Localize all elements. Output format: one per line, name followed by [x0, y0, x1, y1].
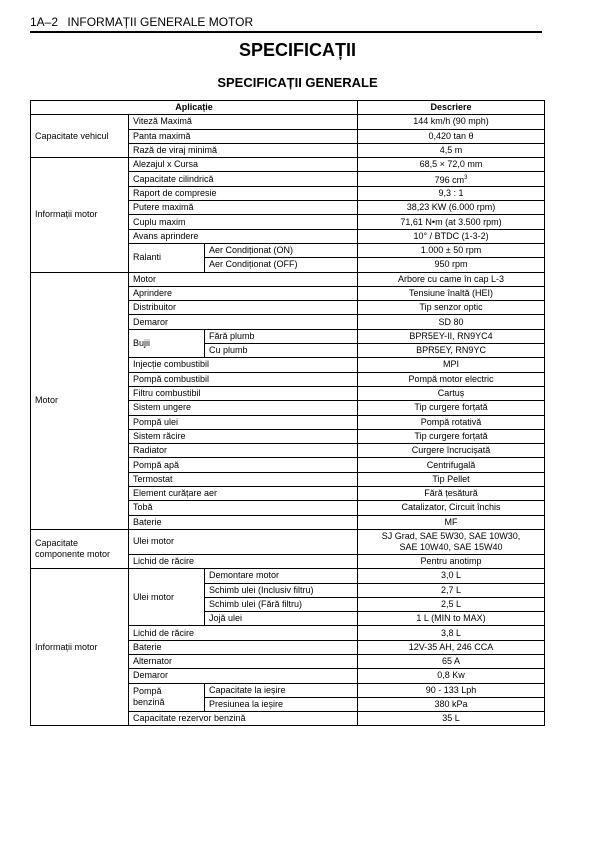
row-label: Ulei motor: [129, 529, 358, 554]
row-value: 950 rpm: [358, 258, 545, 272]
row-label: Pompă ulei: [129, 415, 358, 429]
group-label: Informații motor: [31, 158, 129, 272]
row-value: BPR5EY-II, RN9YC4: [358, 329, 545, 343]
row-value: Tensiune înaltă (HEI): [358, 286, 545, 300]
row-label: Aer Condiționat (OFF): [205, 258, 358, 272]
row-value: 796 $cm^3$: [358, 172, 545, 186]
subgroup-label: Ulei motor: [129, 569, 205, 626]
row-label: Fără plumb: [205, 329, 358, 343]
table-header-row: [31, 101, 545, 115]
row-value: 10° / BTDC (1-3-2): [358, 229, 545, 243]
row-value: 68,5 × 72,0 mm: [358, 158, 545, 172]
row-value: 12V-35 AH, 246 CCA: [358, 640, 545, 654]
row-label: Alezajul x Cursa: [129, 158, 358, 172]
row-label: Rază de viraj minimă: [129, 143, 358, 157]
row-label: Aprindere: [129, 286, 358, 300]
row-label: Capacitate cilindrică: [129, 172, 358, 186]
row-value: 4,5 m: [358, 143, 545, 157]
row-label: Schimb ulei (Inclusiv filtru): [205, 583, 358, 597]
row-value: Centrifugală: [358, 458, 545, 472]
row-value: 65 A: [358, 654, 545, 668]
row-label: Raport de compresie: [129, 186, 358, 200]
row-value: Tip curgere forțată: [358, 429, 545, 443]
row-label: Filtru combustibil: [129, 386, 358, 400]
group-label: Informații motor: [31, 569, 129, 726]
row-label: Injecție combustibil: [129, 358, 358, 372]
table-row: [31, 115, 545, 129]
group-label: Capacitate vehicul: [31, 115, 129, 158]
subgroup-label: Bujii: [129, 329, 205, 358]
row-label: Avans aprindere: [129, 229, 358, 243]
row-label: Cuplu maxim: [129, 215, 358, 229]
row-value: Curgere încrucișată: [358, 444, 545, 458]
group-label: Motor: [31, 272, 129, 529]
oil-grade-line-2: SAE 10W40, SAE 15W40: [399, 541, 503, 552]
group-label: Capacitate componente motor: [31, 529, 129, 568]
row-label: Element curățare aer: [129, 487, 358, 501]
row-value: Pentru anotimp: [358, 554, 545, 568]
row-label: Schimb ulei (Fără filtru): [205, 597, 358, 611]
row-value: 9,3 : 1: [358, 186, 545, 200]
row-value: Fără țesătură: [358, 487, 545, 501]
row-value: Pompă rotativă: [358, 415, 545, 429]
row-label: Distribuitor: [129, 301, 358, 315]
row-value: BPR5EY, RN9YC: [358, 344, 545, 358]
row-value: [358, 529, 545, 554]
table-row: [31, 569, 545, 583]
page-header: [30, 14, 542, 33]
row-value: 71,61 N•m (at 3.500 rpm): [358, 215, 545, 229]
row-value: 90 - 133 Lph: [358, 683, 545, 697]
row-value: Catalizator, Circuit închis: [358, 501, 545, 515]
page-code: 1A–2: [30, 15, 59, 29]
row-value: 1 L (MIN to MAX): [358, 612, 545, 626]
row-label: Demaror: [129, 669, 358, 683]
row-value: Cartuș: [358, 386, 545, 400]
row-label: Presiunea la ieșire: [205, 697, 358, 711]
row-label: Capacitate rezervor benzină: [129, 712, 358, 726]
row-label: Pompă combustibil: [129, 372, 358, 386]
row-label: Radiator: [129, 444, 358, 458]
row-value: Tip senzor optic: [358, 301, 545, 315]
page-subtitle: SPECIFICAȚII GENERALE: [217, 75, 378, 90]
row-value: MF: [358, 515, 545, 529]
row-value: 380 kPa: [358, 697, 545, 711]
row-value: 38,23 KW (6.000 rpm): [358, 201, 545, 215]
row-value: 3,0 L: [358, 569, 545, 583]
row-label: Baterie: [129, 515, 358, 529]
row-value: 1.000 ± 50 rpm: [358, 243, 545, 257]
row-value: 144 km/h (90 mph): [358, 115, 545, 129]
row-label: Viteză Maximă: [129, 115, 358, 129]
table-row: [31, 529, 545, 554]
row-label: Alternator: [129, 654, 358, 668]
page-title: SPECIFICAȚII: [238, 40, 356, 60]
row-label: Lichid de răcire: [129, 626, 358, 640]
row-value: Arbore cu came în cap L-3: [358, 272, 545, 286]
row-label: Pompă apă: [129, 458, 358, 472]
row-label: Baterie: [129, 640, 358, 654]
row-label: Termostat: [129, 472, 358, 486]
row-label: Cu plumb: [205, 344, 358, 358]
row-value: Pompă motor electric: [358, 372, 545, 386]
row-value: 2,7 L: [358, 583, 545, 597]
row-label: Panta maximă: [129, 129, 358, 143]
spec-table: [30, 100, 545, 726]
row-label: Sistem ungere: [129, 401, 358, 415]
row-value: MPI: [358, 358, 545, 372]
row-value: Tip Pellet: [358, 472, 545, 486]
row-label: Jojă ulei: [205, 612, 358, 626]
row-value: Tip curgere forțată: [358, 401, 545, 415]
row-value: 2,5 L: [358, 597, 545, 611]
row-value: SD 80: [358, 315, 545, 329]
section-title: INFORMAȚII GENERALE MOTOR: [67, 15, 254, 29]
row-label: Demontare motor: [205, 569, 358, 583]
row-label: Capacitate la ieșire: [205, 683, 358, 697]
col-header-application: Aplicație: [31, 101, 358, 115]
row-label: Sistem răcire: [129, 429, 358, 443]
row-value: 0,8 Kw: [358, 669, 545, 683]
row-label: Demaror: [129, 315, 358, 329]
row-label: Tobă: [129, 501, 358, 515]
oil-grade-line-1: SJ Grad, SAE 5W30, SAE 10W30,: [381, 530, 521, 541]
subgroup-label: Ralanti: [129, 243, 205, 272]
superscript: 3: [464, 174, 468, 181]
row-label: Motor: [129, 272, 358, 286]
row-value: 0,420 tan θ: [358, 129, 545, 143]
table-row: [31, 272, 545, 286]
row-value: 35 L: [358, 712, 545, 726]
col-header-description: Descriere: [358, 101, 545, 115]
table-row: [31, 158, 545, 172]
row-label: Aer Condiționat (ON): [205, 243, 358, 257]
row-label: Lichid de răcire: [129, 554, 358, 568]
row-value: 3,8 L: [358, 626, 545, 640]
row-label: Putere maximă: [129, 201, 358, 215]
subgroup-label: Pompă benzină: [129, 683, 205, 712]
